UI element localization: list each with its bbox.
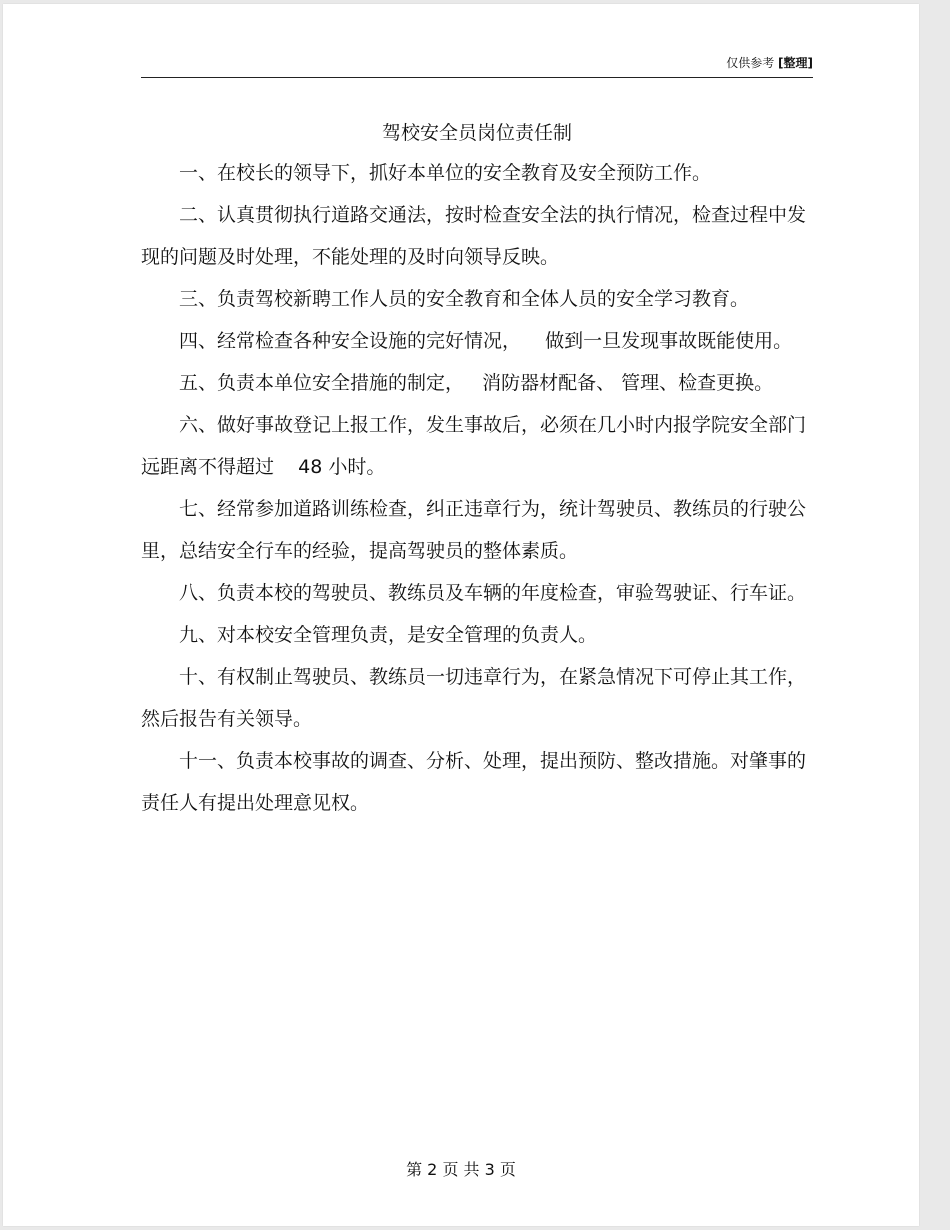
document-page	[3, 4, 919, 1226]
paragraph-11: 十一、负责本校事故的调查、分析、处理，提出预防、整改措施。对肇事的责任人有提出处理意见权。	[141, 750, 807, 814]
paragraph-3: 三、负责驾校新聘工作人员的安全教育和全体人员的安全学习教育。	[179, 288, 750, 310]
paragraph-2: 二、认真贯彻执行道路交通法，按时检查安全法的执行情况，检查过程中发现的问题及时处理，不能处理的及时向领导反映。	[141, 204, 807, 268]
paragraph-4: 四、经常检查各种安全设施的完好情况， 做到一旦发现事故既能使用。	[179, 330, 793, 352]
header-note-prefix: 仅供参考	[726, 56, 779, 70]
header-divider	[141, 77, 813, 78]
paragraph-10: 十、有权制止驾驶员、教练员一切违章行为，在紧急情况下可停止其工作，然后报告有关领导。	[141, 666, 807, 730]
paragraph-8: 八、负责本校的驾驶员、教练员及车辆的年度检查，审验驾驶证、行车证。	[179, 582, 807, 604]
paragraph-1: 一、在校长的领导下，抓好本单位的安全教育及安全预防工作。	[179, 162, 712, 184]
paragraph-6: 六、做好事故登记上报工作，发生事故后，必须在几小时内报学院安全部门远距离不得超过 48 小时。	[141, 414, 807, 478]
paragraph-7: 七、经常参加道路训练检查，纠正违章行为，统计驾驶员、教练员的行驶公里，总结安全行车的经验，提高驾驶员的整体素质。	[141, 498, 807, 562]
page-number: 第 2 页 共 3 页	[406, 1160, 516, 1179]
paragraph-5: 五、负责本单位安全措施的制定， 消防器材配备、 管理、检查更换。	[179, 372, 774, 394]
paragraph-9: 九、对本校安全管理负责，是安全管理的负责人。	[179, 624, 598, 646]
header-note-tag: [整理]	[778, 56, 813, 70]
header-note	[141, 54, 813, 71]
document-title: 驾校安全员岗位责任制	[381, 122, 572, 144]
document-body	[141, 152, 813, 824]
